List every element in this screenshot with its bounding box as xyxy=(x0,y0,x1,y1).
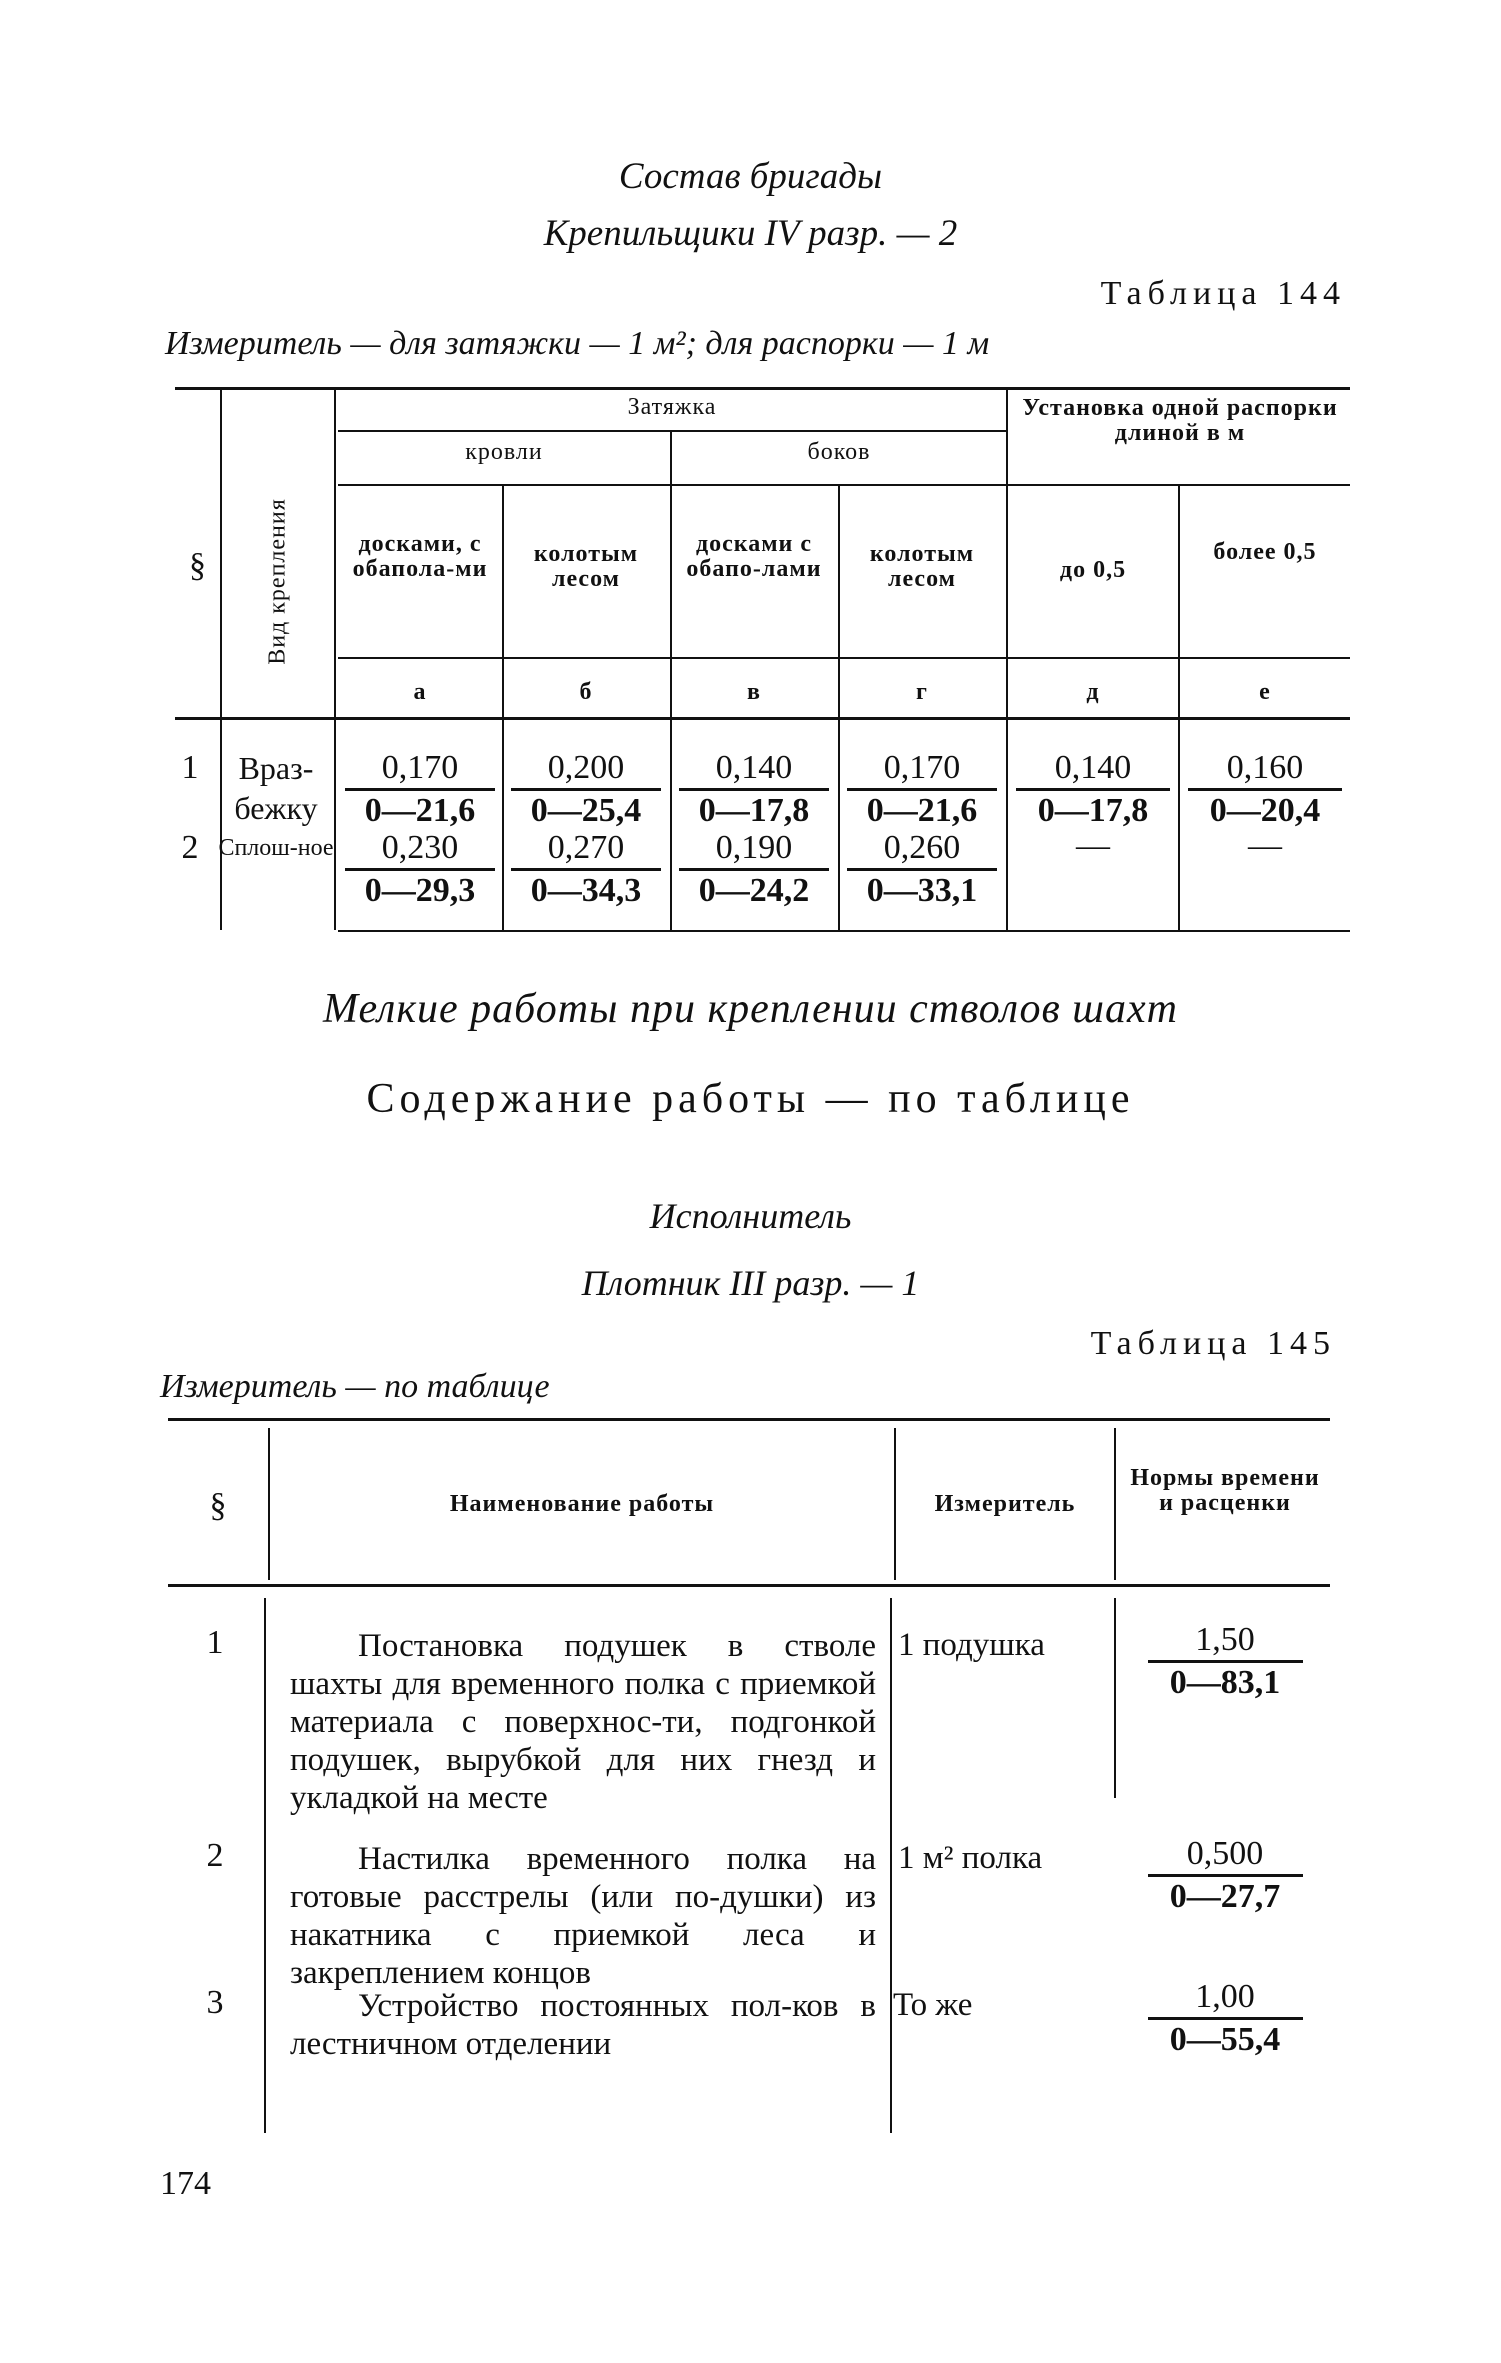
executor: Плотник III разр. — 1 xyxy=(581,1263,920,1303)
subheader-e: более 0,5 xyxy=(1213,539,1317,565)
subheader-g: колотым лесом xyxy=(869,541,975,593)
brigade-members: Крепильщики IV разр. — 2 xyxy=(543,213,958,254)
row-1-num: 1 xyxy=(181,749,199,786)
group-sides: боков xyxy=(807,439,871,465)
t145-col-unit: Измеритель xyxy=(934,1491,1076,1517)
t145-col-name: Наименование работы xyxy=(449,1491,715,1517)
col-type-header: Вид крепления xyxy=(264,498,291,665)
row-1-cell-g: 0,170 0—21,6 xyxy=(844,748,1000,831)
row-2-cell-d: — xyxy=(1076,827,1110,864)
row-1-cell-v: 0,140 0—17,8 xyxy=(676,748,832,831)
t145-row-2-name: Настилка временного полка на готовые расстрелы (или по-душки) из накатника с приемкой леса и закреплением концов xyxy=(290,1841,876,1991)
row-1-cell-e: 0,160 0—20,4 xyxy=(1184,748,1346,831)
t145-col-section: § xyxy=(209,1487,227,1524)
t145-row-3-num: 3 xyxy=(206,1984,224,2021)
row-1-cell-b: 0,200 0—25,4 xyxy=(508,748,664,831)
letter-g: г xyxy=(916,679,928,705)
col-section-header: § xyxy=(189,547,206,584)
row-2-cell-a: 0,230 0—29,3 xyxy=(342,828,498,911)
t145-row-1-norm: 1,50 0—83,1 xyxy=(1140,1620,1310,1703)
row-2-cell-b: 0,270 0—34,3 xyxy=(508,828,664,911)
t145-row-1-unit: 1 подушка xyxy=(898,1627,1045,1663)
group-roof: кровли xyxy=(465,439,543,465)
content-line: Содержание работы — по таблице xyxy=(366,1076,1135,1122)
subheader-v: досками с обапо-лами xyxy=(686,531,822,583)
t145-row-1-name: Постановка подушек в стволе шахты для временного полка с приемкой материала с поверхнос-ти, подгонкой подушек, вырубкой для них гнезд и укладкой на месте xyxy=(290,1628,876,1816)
row-2-num: 2 xyxy=(181,829,199,866)
letter-d: д xyxy=(1086,679,1100,705)
group-strut: Установка одной распорки длиной в м xyxy=(1022,395,1338,447)
row-2-cell-v: 0,190 0—24,2 xyxy=(676,828,832,911)
letter-a: а xyxy=(413,679,427,705)
row-1-cell-d: 0,140 0—17,8 xyxy=(1012,748,1174,831)
row-1-cell-a: 0,170 0—21,6 xyxy=(342,748,498,831)
row-2-cell-e: — xyxy=(1248,827,1282,864)
group-zatyazhka: Затяжка xyxy=(627,394,717,420)
t145-row-1-num: 1 xyxy=(206,1624,224,1661)
letter-b: б xyxy=(579,679,593,705)
t145-col-norms: Нормы времени и расценки xyxy=(1130,1465,1320,1517)
table-144-measure: Измеритель — для затяжки — 1 м²; для распорки — 1 м xyxy=(165,325,990,362)
row-1-type: Враз-бежку xyxy=(234,750,318,826)
t145-row-3-name: Устройство постоянных пол-ков в лестничном отделении xyxy=(290,1988,876,2062)
section-title: Мелкие работы при креплении стволов шахт xyxy=(323,986,1178,1032)
executor-title: Исполнитель xyxy=(649,1196,852,1236)
subheader-a: досками, с обапола-ми xyxy=(352,531,488,583)
t145-row-3-norm: 1,00 0—55,4 xyxy=(1140,1977,1310,2060)
table-145-label: Таблица 145 xyxy=(1090,1325,1336,1362)
row-2-type: Сплош-ное xyxy=(218,835,334,861)
brigade-title: Состав бригады xyxy=(618,156,883,197)
t145-row-3-unit: То же xyxy=(893,1987,973,2023)
row-2-cell-g: 0,260 0—33,1 xyxy=(844,828,1000,911)
t145-row-2-num: 2 xyxy=(206,1837,224,1874)
letter-e: е xyxy=(1259,679,1271,705)
table-145-measure: Измеритель — по таблице xyxy=(160,1368,550,1405)
table-144-label: Таблица 144 xyxy=(1100,275,1346,312)
subheader-b: колотым лесом xyxy=(533,541,639,593)
t145-row-2-unit: 1 м² полка xyxy=(898,1840,1043,1876)
letter-v: в xyxy=(747,679,761,705)
page-number: 174 xyxy=(160,2165,211,2202)
t145-row-2-norm: 0,500 0—27,7 xyxy=(1140,1834,1310,1917)
subheader-d: до 0,5 xyxy=(1059,557,1127,583)
